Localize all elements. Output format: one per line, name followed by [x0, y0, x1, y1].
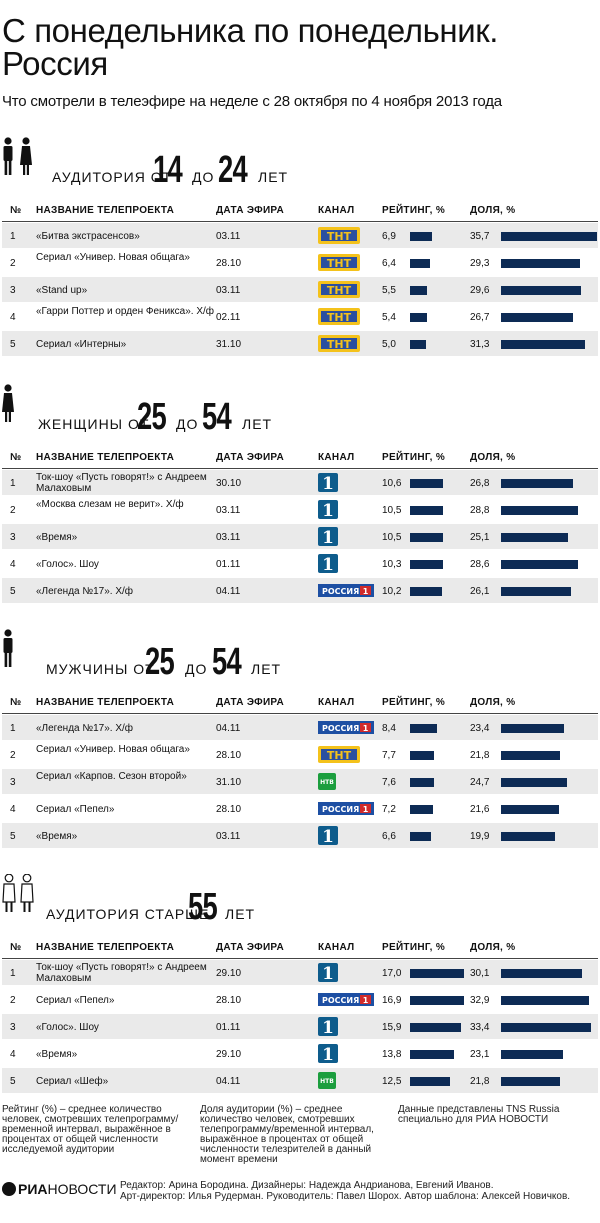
- program-name: «Легенда №17». Х/ф: [36, 586, 134, 597]
- section-label-years: ЛЕТ: [251, 661, 282, 677]
- rank-number: 2: [10, 505, 16, 516]
- air-date: 03.11: [216, 532, 241, 543]
- table-row: [2, 578, 598, 603]
- audience-figure-graphic: [2, 137, 42, 177]
- rating-bar: [410, 1050, 454, 1059]
- program-name: «Время»: [36, 1049, 78, 1060]
- table-row: [2, 1041, 598, 1066]
- section-label: ЖЕНЩИНЫ ОТ: [38, 416, 150, 432]
- svg-text:РОССИЯ: РОССИЯ: [322, 587, 360, 596]
- column-header-rating: РЕЙТИНГ, %: [382, 697, 446, 708]
- rating-value: 13,8: [382, 1049, 402, 1060]
- rating-bar: [410, 996, 464, 1005]
- column-header-num: №: [10, 452, 22, 463]
- rating-bar: [410, 313, 427, 322]
- page-title: С понедельника по понедельник. Россия: [2, 12, 499, 82]
- rank-number: 3: [10, 777, 16, 788]
- channel-tnt-icon: [318, 335, 360, 352]
- rank-number: 3: [10, 285, 16, 296]
- header-divider: [2, 221, 598, 222]
- section-header: [0, 627, 600, 687]
- header-divider: [2, 468, 598, 469]
- table-row: [2, 250, 598, 275]
- share-value: 33,4: [470, 1022, 490, 1033]
- credits-line-1: Редактор: Арина Бородина. Дизайнеры: Надежда Андрианова, Евгений Иванов.: [120, 1180, 494, 1191]
- svg-text:1: 1: [322, 827, 334, 845]
- air-date: 31.10: [216, 339, 242, 350]
- woman-icon: [2, 384, 42, 429]
- rating-value: 10,5: [382, 505, 402, 516]
- share-bar: [501, 286, 581, 295]
- table-row: [2, 277, 598, 302]
- channel-logo-tnt: [318, 227, 374, 246]
- credits: [120, 1180, 595, 1202]
- share-bar: [501, 587, 571, 596]
- air-date: 01.11: [216, 1022, 241, 1033]
- logo-bold-text: РИА: [18, 1181, 48, 1197]
- program-name: Сериал «Пепел»: [36, 995, 115, 1006]
- rating-value: 7,7: [382, 750, 396, 761]
- rating-bar: [410, 340, 426, 349]
- rank-number: 4: [10, 1049, 16, 1060]
- rating-value: 6,9: [382, 231, 396, 242]
- air-date: 28.10: [216, 750, 242, 761]
- table-row: [2, 223, 598, 248]
- channel-tnt-icon: [318, 281, 360, 298]
- share-bar: [501, 805, 559, 814]
- rating-value: 10,2: [382, 586, 402, 597]
- header-divider: [2, 713, 598, 714]
- section-age-to: 54: [212, 641, 242, 683]
- air-date: 04.11: [216, 723, 241, 734]
- svg-text:ТНТ: ТНТ: [326, 338, 352, 351]
- share-value: 23,4: [470, 723, 490, 734]
- share-bar: [501, 778, 567, 787]
- section-age-from: 14: [153, 149, 183, 191]
- svg-text:ТНТ: ТНТ: [326, 311, 352, 324]
- rating-value: 10,6: [382, 478, 402, 489]
- program-name: Ток-шоу «Пусть говорят!» с Андреем Малаховым: [36, 472, 207, 494]
- svg-text:1: 1: [362, 587, 369, 596]
- svg-text:ТНТ: ТНТ: [326, 284, 352, 297]
- svg-text:1: 1: [322, 528, 334, 546]
- rank-number: 2: [10, 995, 16, 1006]
- section-header: [0, 872, 600, 932]
- svg-text:ТНТ: ТНТ: [326, 230, 352, 243]
- rating-bar: [410, 805, 433, 814]
- rank-number: 1: [10, 968, 16, 979]
- table-row: [2, 304, 598, 329]
- rating-bar: [410, 724, 437, 733]
- share-footnote: Доля аудитории (%) – среднее количество человек, смотревших телепрограмму/временной интервал, выражённое в процентах от общей численности телезрителей в данный момент времени: [200, 1104, 374, 1165]
- share-value: 24,7: [470, 777, 490, 788]
- rank-number: 5: [10, 586, 16, 597]
- channel-logo-perviy: [318, 826, 374, 845]
- share-bar: [501, 560, 578, 569]
- share-value: 32,9: [470, 995, 490, 1006]
- program-name: «Голос». Шоу: [36, 1022, 99, 1033]
- rating-bar: [410, 533, 443, 542]
- share-value: 28,6: [470, 559, 490, 570]
- rating-bar: [410, 969, 464, 978]
- section-label: АУДИТОРИЯ СТАРШЕ: [46, 906, 210, 922]
- channel-perviy-icon: [318, 1017, 338, 1036]
- table-row: [2, 796, 598, 821]
- share-value: 26,7: [470, 312, 490, 323]
- credits-line-2: Арт-директор: Илья Рудерман. Руководитель: Павел Шорох. Автор шаблона: Алексей Новичков.: [120, 1191, 571, 1202]
- channel-ntv-icon: [318, 1072, 336, 1089]
- audience-section: [0, 872, 600, 1112]
- table-row: [2, 497, 598, 522]
- share-bar: [501, 1023, 591, 1032]
- svg-text:1: 1: [322, 1045, 334, 1063]
- channel-tnt-icon: [318, 746, 360, 763]
- page-subtitle: Что смотрели в телеэфире на неделе с 28 октября по 4 ноября 2013 года: [2, 93, 502, 110]
- rating-value: 6,6: [382, 831, 396, 842]
- program-name: «Москва слезам не верит». Х/ф: [36, 499, 184, 510]
- section-age-from: 25: [145, 641, 175, 683]
- rating-value: 10,5: [382, 532, 402, 543]
- channel-logo-rossiya: [318, 584, 374, 603]
- channel-perviy-icon: [318, 473, 338, 492]
- program-name: Сериал «Универ. Новая общага»: [36, 252, 190, 263]
- channel-perviy-icon: [318, 554, 338, 573]
- table-row: [2, 715, 598, 740]
- section-header: [0, 135, 600, 195]
- air-date: 04.11: [216, 586, 241, 597]
- table-row: [2, 1068, 598, 1093]
- air-date: 03.11: [216, 831, 241, 842]
- rank-number: 2: [10, 750, 16, 761]
- column-header-name: НАЗВАНИЕ ТЕЛЕПРОЕКТА: [36, 452, 175, 463]
- rating-bar: [410, 832, 431, 841]
- table-row: [2, 960, 598, 985]
- column-header-share: ДОЛЯ, %: [470, 452, 516, 463]
- channel-tnt-icon: [318, 227, 360, 244]
- share-value: 26,8: [470, 478, 490, 489]
- rank-number: 3: [10, 1022, 16, 1033]
- rank-number: 1: [10, 478, 16, 489]
- section-label-to: ДО: [192, 169, 215, 185]
- channel-logo-perviy: [318, 963, 374, 982]
- audience-section: [0, 382, 600, 622]
- table-row: [2, 524, 598, 549]
- rating-bar: [410, 778, 434, 787]
- rating-value: 17,0: [382, 968, 402, 979]
- share-bar: [501, 340, 585, 349]
- rating-bar: [410, 479, 443, 488]
- rating-bar: [410, 560, 443, 569]
- rank-number: 4: [10, 804, 16, 815]
- logo-thin-text: НОВОСТИ: [47, 1181, 117, 1197]
- channel-rossiya-icon: [318, 993, 374, 1006]
- section-age-from: 55: [188, 886, 218, 928]
- share-bar: [501, 479, 573, 488]
- channel-perviy-icon: [318, 1044, 338, 1063]
- section-label-years: ЛЕТ: [225, 906, 256, 922]
- program-name: Сериал «Интерны»: [36, 339, 127, 350]
- column-header-name: НАЗВАНИЕ ТЕЛЕПРОЕКТА: [36, 697, 175, 708]
- young-people-icon: [2, 137, 42, 182]
- share-bar: [501, 969, 582, 978]
- air-date: 31.10: [216, 777, 242, 788]
- rating-bar: [410, 1023, 461, 1032]
- rank-number: 5: [10, 831, 16, 842]
- column-header-share: ДОЛЯ, %: [470, 942, 516, 953]
- column-header-rating: РЕЙТИНГ, %: [382, 942, 446, 953]
- channel-logo-tnt: [318, 335, 374, 354]
- share-bar: [501, 751, 560, 760]
- air-date: 03.11: [216, 285, 241, 296]
- share-bar: [501, 506, 578, 515]
- channel-perviy-icon: [318, 527, 338, 546]
- svg-text:1: 1: [322, 964, 334, 982]
- rank-number: 1: [10, 723, 16, 734]
- program-name: «Битва экстрасенсов»: [36, 231, 140, 242]
- rank-number: 3: [10, 532, 16, 543]
- section-label-to: ДО: [185, 661, 208, 677]
- column-header-rating: РЕЙТИНГ, %: [382, 452, 446, 463]
- channel-rossiya-icon: [318, 584, 374, 597]
- share-value: 31,3: [470, 339, 490, 350]
- channel-tnt-icon: [318, 308, 360, 325]
- channel-logo-tnt: [318, 308, 374, 327]
- rating-value: 5,4: [382, 312, 396, 323]
- logo-mark-icon: [2, 1182, 16, 1196]
- program-name: «Легенда №17». Х/ф: [36, 723, 134, 734]
- channel-tnt-icon: [318, 254, 360, 271]
- share-value: 19,9: [470, 831, 490, 842]
- air-date: 29.10: [216, 1049, 242, 1060]
- air-date: 02.11: [216, 312, 241, 323]
- rating-value: 10,3: [382, 559, 402, 570]
- rating-value: 5,5: [382, 285, 396, 296]
- section-age-to: 54: [202, 396, 232, 438]
- audience-figure-graphic: [2, 384, 42, 424]
- table-row: [2, 769, 598, 794]
- air-date: 03.11: [216, 505, 241, 516]
- column-header-share: ДОЛЯ, %: [470, 697, 516, 708]
- column-header-date: ДАТА ЭФИРА: [216, 697, 285, 708]
- svg-text:НТВ: НТВ: [320, 1078, 334, 1085]
- rating-bar: [410, 1077, 450, 1086]
- channel-ntv-icon: [318, 773, 336, 790]
- elderly-people-icon: [2, 874, 42, 919]
- audience-figure-graphic: [2, 629, 42, 669]
- rank-number: 5: [10, 339, 16, 350]
- air-date: 30.10: [216, 478, 242, 489]
- rating-bar: [410, 751, 434, 760]
- channel-logo-perviy: [318, 527, 374, 546]
- table-row: [2, 823, 598, 848]
- column-header-name: НАЗВАНИЕ ТЕЛЕПРОЕКТА: [36, 942, 175, 953]
- share-value: 28,8: [470, 505, 490, 516]
- svg-text:РОССИЯ: РОССИЯ: [322, 724, 360, 733]
- channel-rossiya-icon: [318, 721, 374, 734]
- source-footnote: Данные представлены TNS Russia специально для РИА НОВОСТИ: [398, 1104, 560, 1125]
- channel-logo-perviy: [318, 1017, 374, 1036]
- rating-bar: [410, 506, 443, 515]
- program-name: Сериал «Пепел»: [36, 804, 115, 815]
- rating-value: 5,0: [382, 339, 396, 350]
- column-header-share: ДОЛЯ, %: [470, 205, 516, 216]
- table-row: [2, 551, 598, 576]
- svg-text:1: 1: [322, 501, 334, 519]
- share-value: 21,6: [470, 804, 490, 815]
- column-header-date: ДАТА ЭФИРА: [216, 942, 285, 953]
- program-name: «Время»: [36, 532, 78, 543]
- svg-text:1: 1: [322, 555, 334, 573]
- table-row: [2, 1014, 598, 1039]
- table-row: [2, 742, 598, 767]
- column-header-name: НАЗВАНИЕ ТЕЛЕПРОЕКТА: [36, 205, 175, 216]
- column-header-channel: КАНАЛ: [318, 452, 355, 463]
- column-header-channel: КАНАЛ: [318, 205, 355, 216]
- svg-text:1: 1: [322, 1018, 334, 1036]
- rank-number: 2: [10, 258, 16, 269]
- air-date: 28.10: [216, 804, 242, 815]
- channel-logo-ntv: [318, 1072, 374, 1091]
- share-value: 25,1: [470, 532, 490, 543]
- rank-number: 1: [10, 231, 16, 242]
- air-date: 03.11: [216, 231, 241, 242]
- air-date: 04.11: [216, 1076, 241, 1087]
- channel-logo-perviy: [318, 1044, 374, 1063]
- air-date: 29.10: [216, 968, 242, 979]
- rating-value: 7,2: [382, 804, 396, 815]
- svg-text:1: 1: [362, 724, 369, 733]
- channel-logo-perviy: [318, 500, 374, 519]
- share-value: 23,1: [470, 1049, 490, 1060]
- program-name: «Голос». Шоу: [36, 559, 99, 570]
- rating-value: 6,4: [382, 258, 396, 269]
- table-row: [2, 987, 598, 1012]
- rating-value: 7,6: [382, 777, 396, 788]
- column-header-channel: КАНАЛ: [318, 697, 355, 708]
- share-value: 29,6: [470, 285, 490, 296]
- rating-value: 12,5: [382, 1076, 402, 1087]
- column-header-num: №: [10, 697, 22, 708]
- share-bar: [501, 313, 573, 322]
- share-bar: [501, 724, 564, 733]
- rating-bar: [410, 587, 442, 596]
- table-row: [2, 470, 598, 495]
- rating-bar: [410, 232, 432, 241]
- ria-novosti-logo: [2, 1181, 117, 1197]
- svg-text:1: 1: [362, 996, 369, 1005]
- share-bar: [501, 832, 555, 841]
- channel-logo-rossiya: [318, 721, 374, 740]
- column-header-num: №: [10, 205, 22, 216]
- program-name: Сериал «Карпов. Сезон второй»: [36, 771, 187, 782]
- channel-perviy-icon: [318, 826, 338, 845]
- column-header-num: №: [10, 942, 22, 953]
- share-bar: [501, 996, 589, 1005]
- air-date: 28.10: [216, 258, 242, 269]
- section-label: АУДИТОРИЯ ОТ: [52, 169, 173, 185]
- channel-logo-tnt: [318, 254, 374, 273]
- rank-number: 5: [10, 1076, 16, 1087]
- program-name: Ток-шоу «Пусть говорят!» с Андреем Малаховым: [36, 962, 207, 984]
- section-label-years: ЛЕТ: [242, 416, 273, 432]
- channel-perviy-icon: [318, 500, 338, 519]
- share-value: 29,3: [470, 258, 490, 269]
- rating-value: 16,9: [382, 995, 402, 1006]
- svg-text:РОССИЯ: РОССИЯ: [322, 805, 360, 814]
- share-bar: [501, 1077, 560, 1086]
- program-name: «Stand up»: [36, 285, 88, 296]
- share-value: 35,7: [470, 231, 490, 242]
- channel-logo-perviy: [318, 473, 374, 492]
- rating-bar: [410, 259, 430, 268]
- header-divider: [2, 958, 598, 959]
- svg-text:1: 1: [362, 805, 369, 814]
- share-value: 26,1: [470, 586, 490, 597]
- svg-text:ТНТ: ТНТ: [326, 257, 352, 270]
- section-header: [0, 382, 600, 442]
- channel-perviy-icon: [318, 963, 338, 982]
- program-name: Сериал «Шеф»: [36, 1076, 109, 1087]
- audience-section: [0, 135, 600, 375]
- program-name: «Время»: [36, 831, 78, 842]
- section-label-years: ЛЕТ: [258, 169, 289, 185]
- audience-figure-graphic: [2, 874, 42, 914]
- channel-logo-tnt: [318, 281, 374, 300]
- table-row: [2, 331, 598, 356]
- section-label-to: ДО: [176, 416, 199, 432]
- column-header-channel: КАНАЛ: [318, 942, 355, 953]
- program-name: Сериал «Универ. Новая общага»: [36, 744, 190, 755]
- column-header-date: ДАТА ЭФИРА: [216, 452, 285, 463]
- share-value: 30,1: [470, 968, 490, 979]
- share-value: 21,8: [470, 750, 490, 761]
- channel-rossiya-icon: [318, 802, 374, 815]
- section-age-to: 24: [218, 149, 248, 191]
- share-value: 21,8: [470, 1076, 490, 1087]
- audience-section: [0, 627, 600, 867]
- rating-footnote: Рейтинг (%) – среднее количество человек, смотревших телепрограмму/временной интервал, выражённое в процентах от общей численности исследуемой аудитории: [2, 1104, 179, 1155]
- svg-text:РОССИЯ: РОССИЯ: [322, 996, 360, 1005]
- channel-logo-ntv: [318, 773, 374, 792]
- air-date: 01.11: [216, 559, 241, 570]
- channel-logo-perviy: [318, 554, 374, 573]
- man-icon: [2, 629, 42, 674]
- svg-text:ТНТ: ТНТ: [326, 749, 352, 762]
- share-bar: [501, 1050, 563, 1059]
- rating-value: 8,4: [382, 723, 396, 734]
- svg-text:1: 1: [322, 474, 334, 492]
- section-age-from: 25: [137, 396, 167, 438]
- section-label: МУЖЧИНЫ ОТ: [46, 661, 155, 677]
- air-date: 28.10: [216, 995, 242, 1006]
- program-name: «Гарри Поттер и орден Феникса». Х/ф: [36, 306, 215, 317]
- share-bar: [501, 232, 597, 241]
- rank-number: 4: [10, 312, 16, 323]
- share-bar: [501, 533, 568, 542]
- channel-logo-rossiya: [318, 802, 374, 821]
- rank-number: 4: [10, 559, 16, 570]
- column-header-date: ДАТА ЭФИРА: [216, 205, 285, 216]
- rating-value: 15,9: [382, 1022, 402, 1033]
- channel-logo-rossiya: [318, 993, 374, 1012]
- rating-bar: [410, 286, 427, 295]
- svg-text:НТВ: НТВ: [320, 779, 334, 786]
- column-header-rating: РЕЙТИНГ, %: [382, 205, 446, 216]
- channel-logo-tnt: [318, 746, 374, 765]
- share-bar: [501, 259, 580, 268]
